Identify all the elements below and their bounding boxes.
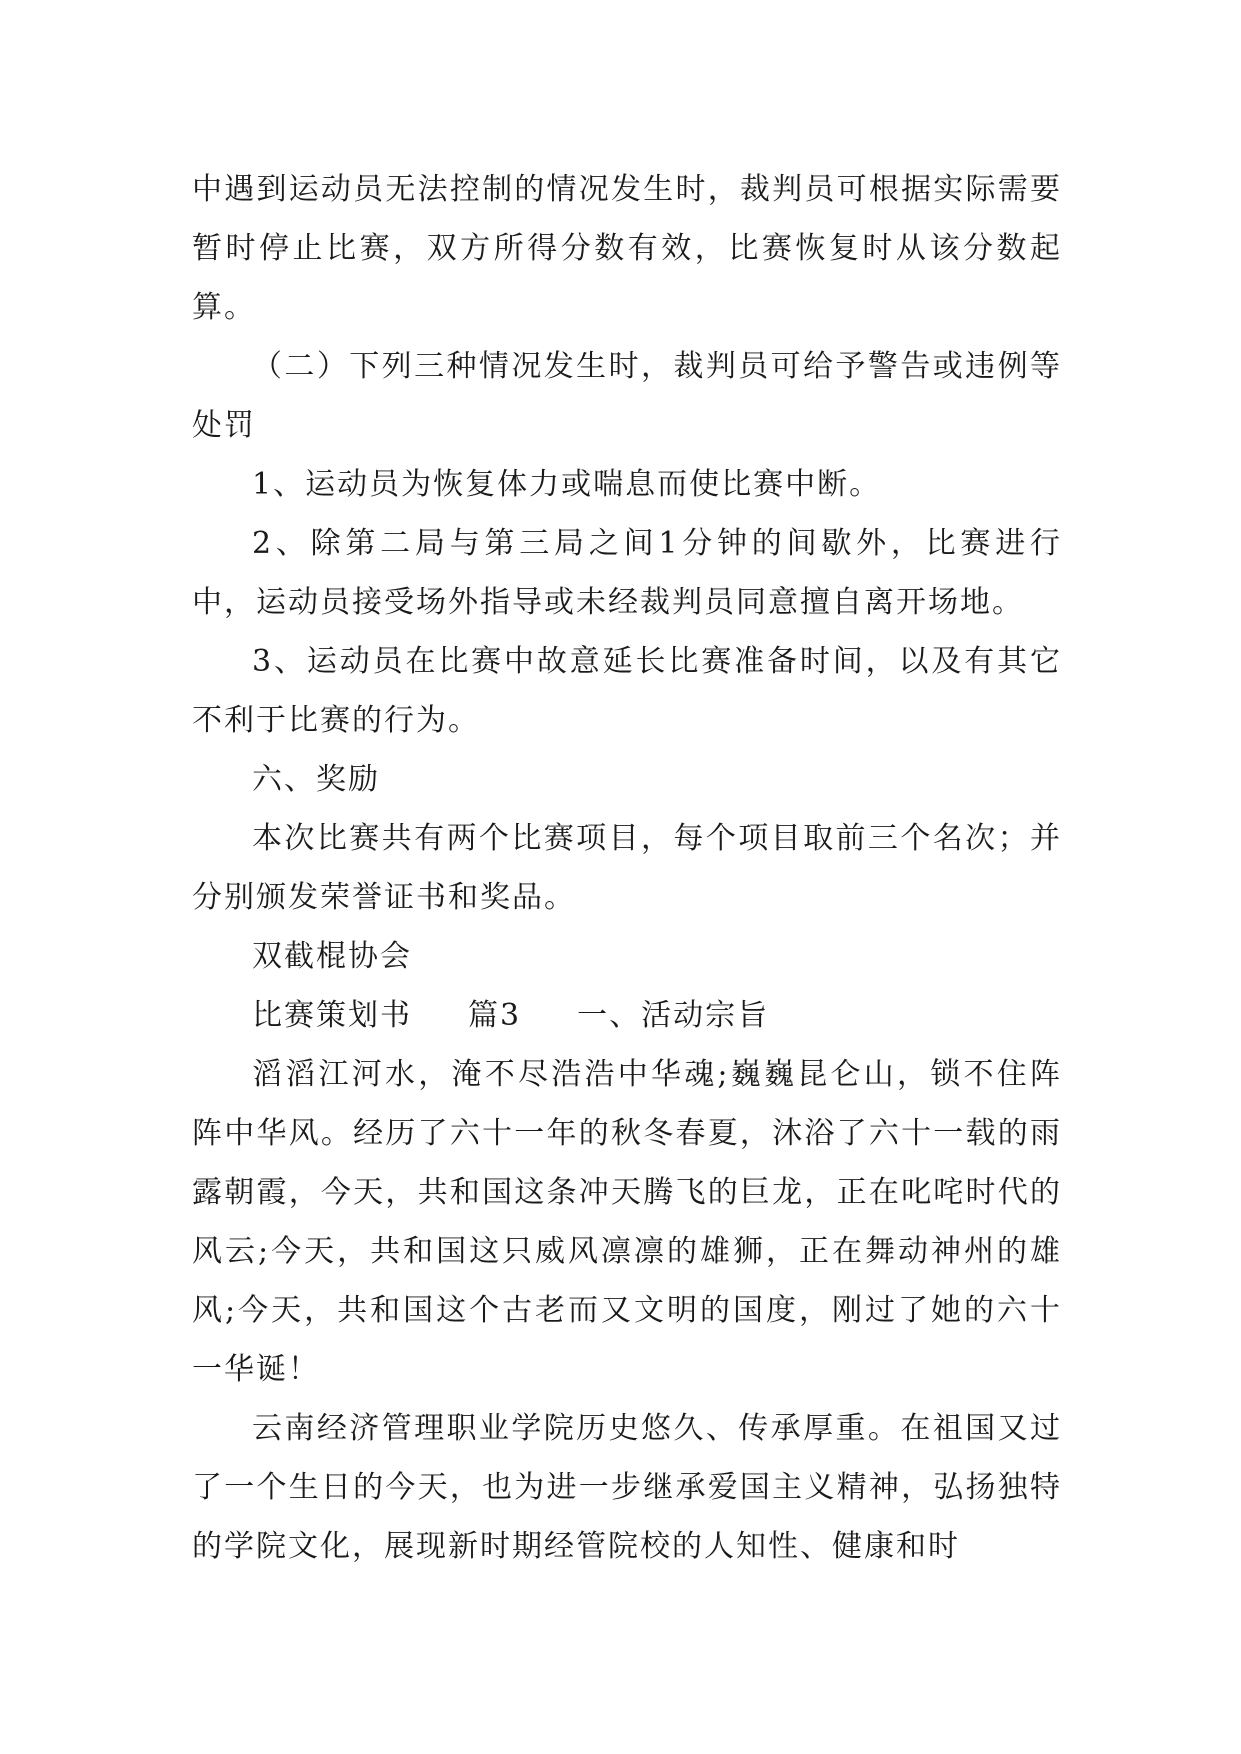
signature-organization: 双截棍协会 <box>252 939 412 974</box>
document-body <box>192 160 1062 1576</box>
paragraph: 本次比赛共有两个比赛项目，每个项目取前三个名次；并分别颁发荣誉证书和奖品。 <box>192 821 1062 915</box>
paragraph: 滔滔江河水，淹不尽浩浩中华魂;巍巍昆仑山，锁不住阵阵中华风。经历了六十一年的秋冬春夏，沐浴了六十一载的雨露朝霞，今天，共和国这条冲天腾飞的巨龙，正在叱咤时代的风云;今天，共和国这只威风凛凛的雄狮，正在舞动神州的雄风;今天，共和国这个古老而又文明的国度，刚过了她的六十一华诞！ <box>192 1057 1062 1387</box>
section-title: 比赛策划书 <box>252 998 412 1033</box>
list-item: 2、除第二局与第三局之间1分钟的间歇外，比赛进行中，运动员接受场外指导或未经裁判员同意擅自离开场地。 <box>192 526 1062 620</box>
section-number: 篇3 <box>468 998 522 1033</box>
paragraph: 云南经济管理职业学院历史悠久、传承厚重。在祖国又过了一个生日的今天，也为进一步继承爱国主义精神，弘扬独特的学院文化，展现新时期经管院校的人知性、健康和时 <box>192 1411 1062 1564</box>
section-first-item: 一、活动宗旨 <box>577 998 770 1033</box>
paragraph: （二）下列三种情况发生时，裁判员可给予警告或违例等处罚 <box>192 349 1062 443</box>
paragraph: 中遇到运动员无法控制的情况发生时，裁判员可根据实际需要暂时停止比赛，双方所得分数有效，比赛恢复时从该分数起算。 <box>192 172 1062 325</box>
list-item: 1、运动员为恢复体力或喘息而使比赛中断。 <box>252 467 882 502</box>
list-item: 3、运动员在比赛中故意延长比赛准备时间，以及有其它不利于比赛的行为。 <box>192 644 1062 738</box>
section-heading-rewards: 六、奖励 <box>252 762 380 797</box>
section-heading <box>192 986 1062 1045</box>
